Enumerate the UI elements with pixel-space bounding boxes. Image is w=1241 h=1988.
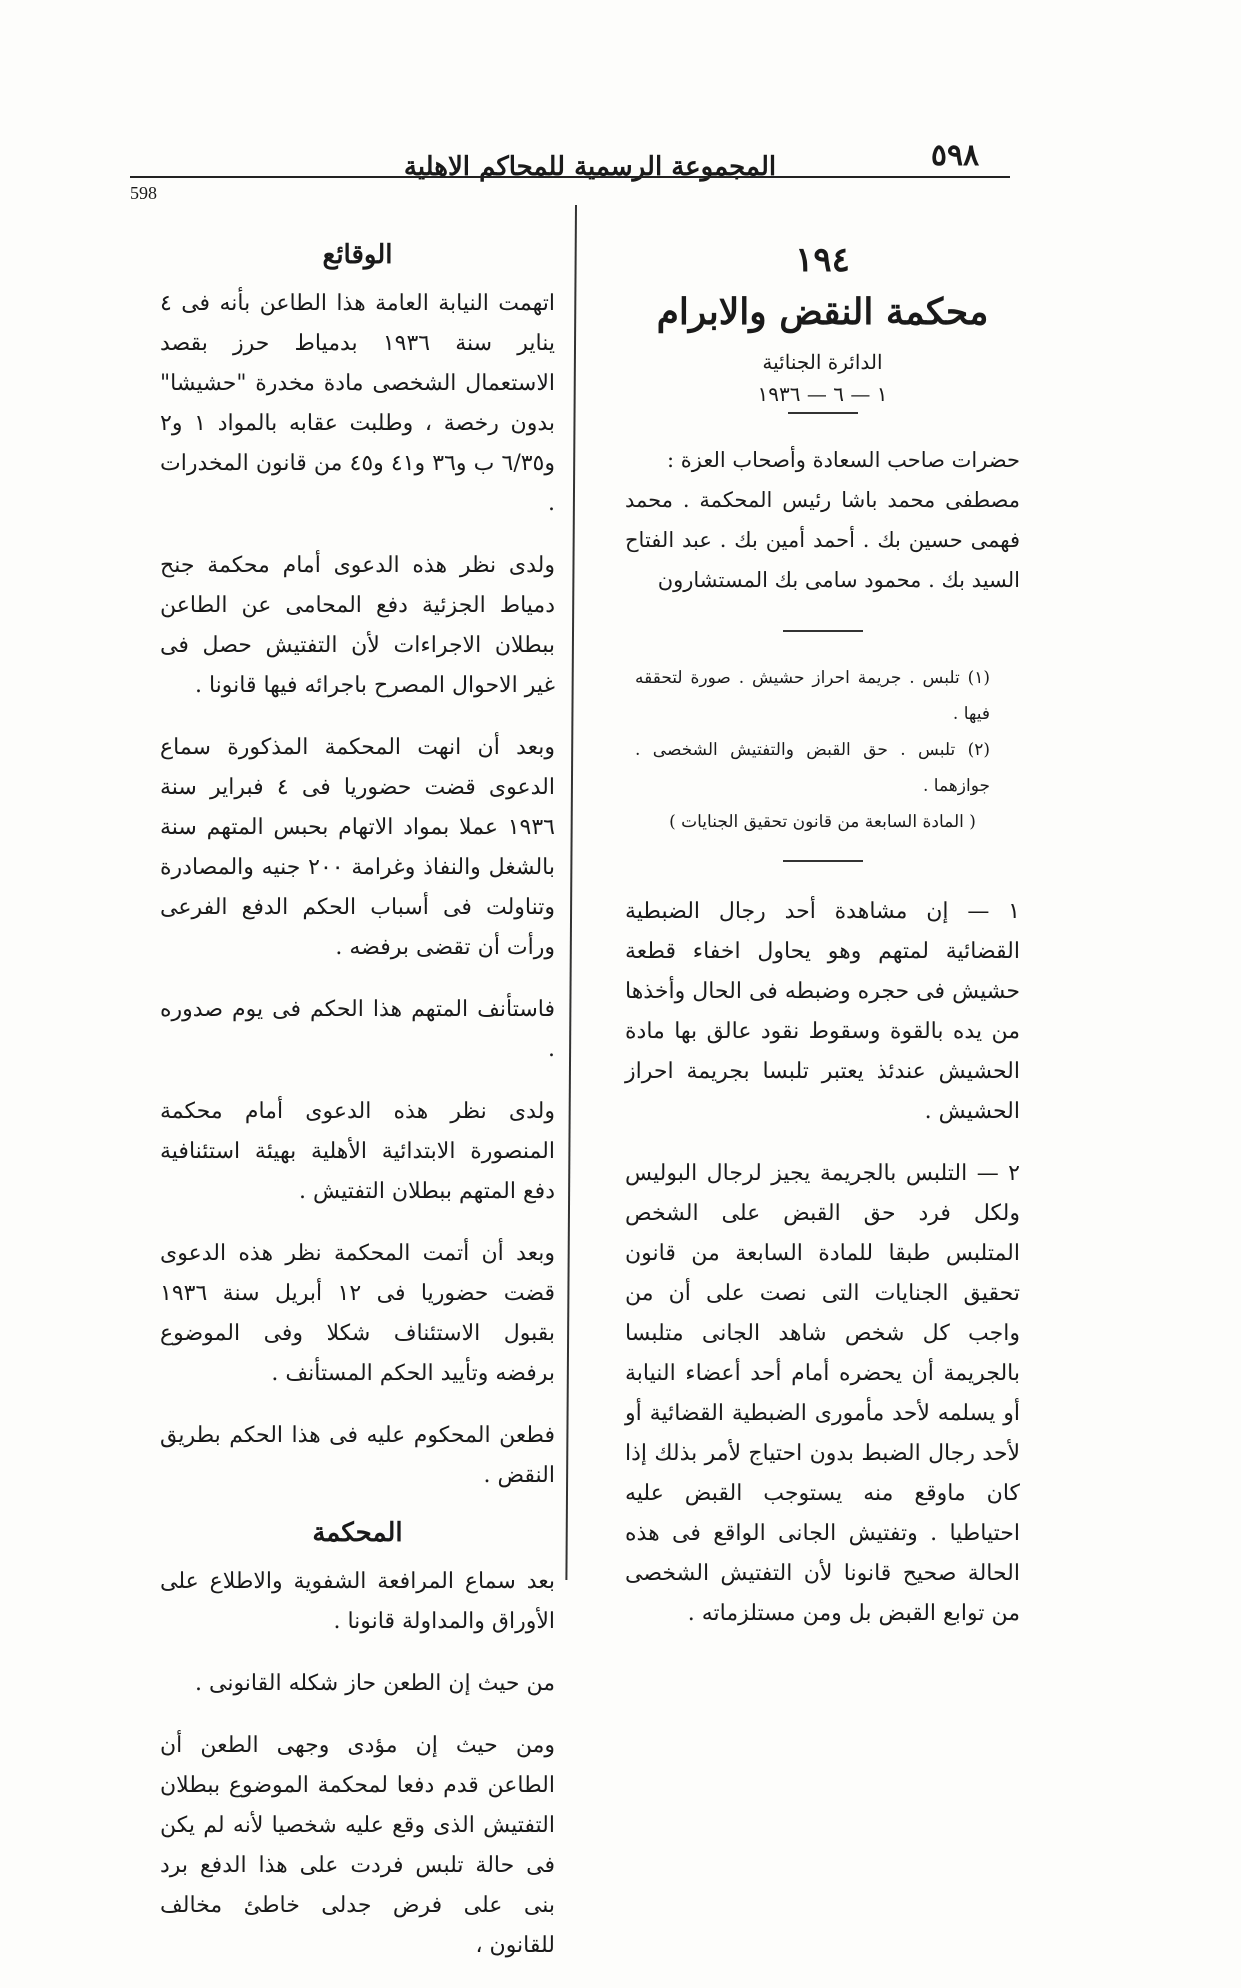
header-rule <box>130 176 1010 178</box>
court-paragraph: ومن حيث إن مؤدى وجهى الطعن أن الطاعن قدم دفعا لمحكمة الموضوع ببطلان التفتيش الذى وقع عليه شخصيا لأنه لم يكن فى حالة تلبس فردت على هذا الدفع برد بنى على فرض جدلى خاطئ مخالف للقانون ، <box>160 1733 555 1958</box>
presidents-intro: حضرات صاحب السعادة وأصحاب العزة : <box>666 448 1020 472</box>
divider <box>783 860 863 862</box>
page-number-arabic: ٥٩٨ <box>930 138 980 173</box>
right-column <box>625 240 1020 1656</box>
facts-paragraph: وبعد أن أتمت المحكمة نظر هذه الدعوى قضت حضوريا فى ١٢ أبريل سنة ١٩٣٦ بقبول الاستئناف شكلا وفى الموضوع برفضه وتأييد الحكم المستأنف . <box>160 1241 555 1386</box>
facts-paragraph: ولدى نظر هذه الدعوى أمام محكمة جنح دمياط الجزئية دفع المحامى عن الطاعن ببطلان الاجراءات لأن التفتيش حصل فى غير الاحوال المصرح باجرائه فيها قانونا . <box>160 553 555 698</box>
court-section-title: المحكمة <box>312 1518 403 1548</box>
headnote: (١) تلبس . جريمة احراز حشيش . صورة لتحققه فيها . <box>635 668 990 724</box>
court-paragraph: من حيث إن الطعن حاز شكله القانونى . <box>195 1671 555 1696</box>
facts-paragraph: فاستأنف المتهم هذا الحكم فى يوم صدوره . <box>160 997 555 1062</box>
court-paragraph: بعد سماع المرافعة الشفوية والاطلاع على الأوراق والمداولة قانونا . <box>160 1569 555 1634</box>
facts-paragraph: فطعن المحكوم عليه فى هذا الحكم بطريق النقض . <box>160 1423 555 1488</box>
divider <box>788 412 858 414</box>
facts-title: الوقائع <box>322 240 393 270</box>
court-members: مصطفى محمد باشا رئيس المحكمة . محمد فهمى حسين بك . أحمد أمين بك . عبد الفتاح السيد بك . محمود سامى بك المستشارون <box>625 488 1020 592</box>
case-number: ١٩٤ <box>795 240 850 280</box>
law-reference: ( المادة السابعة من قانون تحقيق الجنايات ) <box>669 812 976 832</box>
judgment-date: ١ — ٦ — ١٩٣٦ <box>757 382 888 406</box>
left-column <box>160 240 555 1988</box>
circuit-name: الدائرة الجنائية <box>762 350 883 374</box>
headnote: (٢) تلبس . حق القبض والتفتيش الشخصى . جوازهما . <box>635 740 990 796</box>
principle-paragraph: ٢ — التلبس بالجريمة يجيز لرجال البوليس ولكل فرد حق القبض على الشخص المتلبس طبقا للمادة السابعة من قانون تحقيق الجنايات التى نصت على أن من واجب كل شخص شاهد الجانى متلبسا بالجريمة أن يحضره أمام أحد أعضاء النيابة أو يسلمه لأحد مأمورى الضبطية القضائية أو لأحد رجال الضبط بدون احتياج لأمر بذلك إذا كان ماوقع منه يستوجب القبض عليه احتياطيا . وتفتيش الجانى الواقع فى هذه الحالة صحيح قانونا لأن التفتيش الشخصى من توابع القبض بل ومن مستلزماته . <box>625 1161 1020 1626</box>
principle-paragraph: ١ — إن مشاهدة أحد رجال الضبطية القضائية لمتهم وهو يحاول اخفاء قطعة حشيش فى حجره وضبطه فى الحال وأخذها من يده بالقوة وسقوط نقود عالق بها مادة الحشيش عندئذ يعتبر تلبسا بجريمة احراز الحشيش . <box>625 899 1020 1124</box>
journal-title: المجموعة الرسمية للمحاكم الاهلية <box>403 152 777 182</box>
facts-paragraph: ولدى نظر هذه الدعوى أمام محكمة المنصورة الابتدائية الأهلية بهيئة استئنافية دفع المتهم ببطلان التفتيش . <box>160 1099 555 1204</box>
facts-paragraph: وبعد أن انهت المحكمة المذكورة سماع الدعوى قضت حضوريا فى ٤ فبراير سنة ١٩٣٦ عملا بمواد الاتهام بحبس المتهم سنة بالشغل والنفاذ وغرامة ٢٠٠ جنيه والمصادرة وتناولت فى أسباب الحكم الدفع الفرعى ورأت أن تقضى برفضه . <box>160 735 556 960</box>
facts-paragraph: اتهمت النيابة العامة هذا الطاعن بأنه فى ٤ يناير سنة ١٩٣٦ بدمياط حرز بقصد الاستعمال الشخصى مادة مخدرة "حشيشا" بدون رخصة ، وطلبت عقابه بالمواد ١ و٢ و٦/٣٥ ب و٣٦ و٤١ و٤٥ من قانون المخدرات . <box>160 291 555 516</box>
court-name: محكمة النقض والابرام <box>656 291 989 333</box>
column-divider <box>565 205 577 1580</box>
divider <box>783 630 863 632</box>
page-number: 598 <box>130 183 157 203</box>
